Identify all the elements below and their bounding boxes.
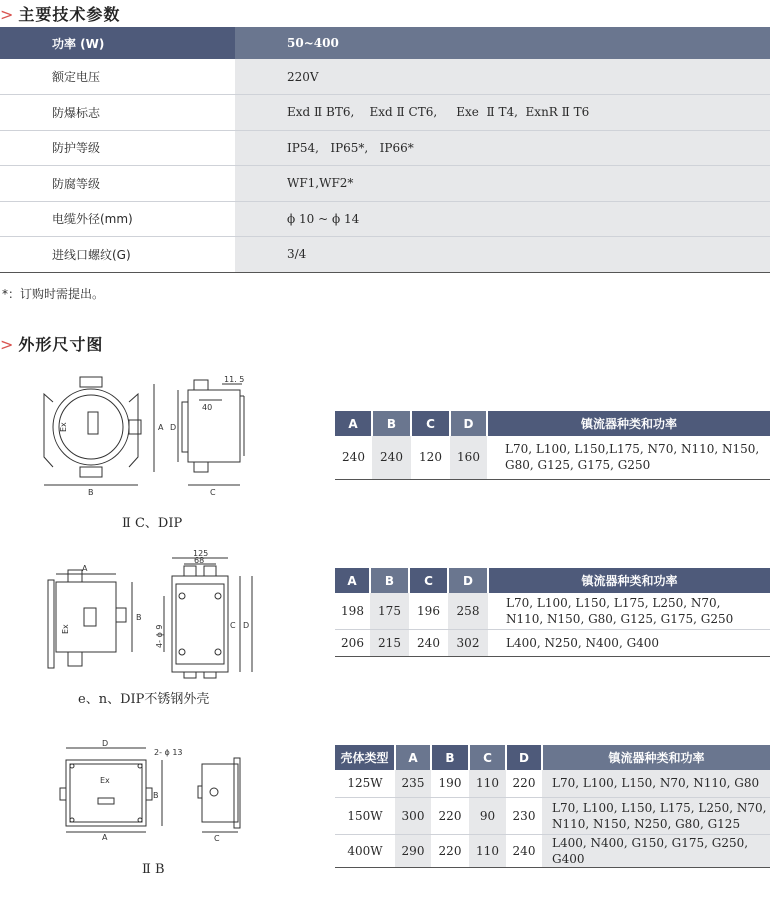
cell-d: 230 (506, 797, 542, 834)
cell-b: 220 (431, 797, 469, 834)
col-header-ballast: 镇流器种类和功率 (488, 568, 770, 593)
table-header-row (335, 411, 770, 436)
ballast-line: L70, L100, L150,L175, N70, N110, N150, (505, 442, 760, 457)
col-header-a: A (395, 745, 431, 770)
col-header-d: D (450, 411, 487, 436)
drawing-1 (36, 372, 246, 502)
table-row (335, 629, 770, 656)
dimension-table-3 (335, 745, 770, 868)
cell-ballast (542, 770, 770, 797)
cell-c: 90 (469, 797, 506, 834)
drawing-3-caption: Ⅱ B (142, 862, 165, 877)
spec-value: ϕ 10 ~ ϕ 14 (235, 201, 770, 237)
cell-b: 175 (370, 593, 409, 629)
spec-label: 进线口螺纹(G) (0, 237, 235, 273)
dim-label-a: A (82, 564, 88, 573)
col-header-a: A (335, 568, 370, 593)
cell-b: 220 (431, 834, 469, 867)
spec-header-row (0, 27, 770, 59)
cell-d: 160 (450, 436, 487, 479)
col-header-type: 壳体类型 (335, 745, 395, 770)
table-row (335, 436, 770, 479)
col-header-d: D (448, 568, 488, 593)
cell-ballast (488, 629, 770, 656)
dim-label-68: 68 (194, 556, 205, 565)
spec-value: 3/4 (235, 237, 770, 273)
drawing-2-caption: e、n、DIP不锈钢外壳 (78, 692, 210, 707)
spec-header-label: 功率 (W) (0, 27, 235, 59)
ballast-line: G80, G125, G175, G250 (505, 458, 651, 473)
spec-label: 电缆外径(mm) (0, 201, 235, 237)
cell-type: 400W (335, 834, 395, 867)
spec-row (0, 201, 770, 237)
dimension-table-2 (335, 568, 770, 657)
order-note: *：订购时需提出。 (2, 287, 105, 301)
spec-label: 防腐等级 (0, 166, 235, 202)
cell-d: 302 (448, 629, 488, 656)
cell-a: 198 (335, 593, 370, 629)
spec-value: 220V (235, 59, 770, 95)
section-arrow-icon: > (0, 5, 15, 24)
spec-label: 额定电压 (0, 59, 235, 95)
dim-label-d: D (170, 423, 177, 432)
cell-type: 150W (335, 797, 395, 834)
ballast-line: N110, N150, N250, G80, G125 (552, 816, 741, 831)
ballast-line: L70, L100, L150, L175, L250, N70, (506, 595, 721, 610)
ballast-line: L70, L100, L150, L175, L250, N70, (552, 800, 767, 815)
cell-c: 110 (469, 834, 506, 867)
col-header-c: C (469, 745, 506, 770)
dim-label-c: C (230, 621, 236, 630)
dim-label-b: B (88, 488, 94, 497)
col-header-b: B (431, 745, 469, 770)
table-header-row (335, 745, 770, 770)
col-header-ballast: 镇流器种类和功率 (487, 411, 770, 436)
section-arrow-icon: > (0, 335, 15, 354)
cell-a: 206 (335, 629, 370, 656)
cell-b: 190 (431, 770, 469, 797)
ballast-line: L400, N250, N400, G400 (506, 635, 660, 650)
dim-label-b: B (136, 613, 142, 622)
spec-value: IP54, IP65*, IP66* (235, 130, 770, 166)
cell-c: 240 (409, 629, 448, 656)
drawing-1-caption: Ⅱ C、DIP (122, 516, 183, 531)
col-header-c: C (409, 568, 448, 593)
dim-label-d: D (243, 621, 250, 630)
spec-row (0, 95, 770, 131)
dim-label-a: A (158, 423, 164, 432)
cell-b: 215 (370, 629, 409, 656)
col-header-b: B (372, 411, 411, 436)
ballast-line: N110, N150, G80, G125, G175, G250 (506, 611, 734, 626)
dim-label-holes: 2- ϕ 13 (154, 748, 183, 757)
cell-a: 290 (395, 834, 431, 867)
cell-d: 220 (506, 770, 542, 797)
section-title-specs: > 主要技术参数 (0, 5, 121, 24)
dim-label-40: 40 (202, 403, 213, 412)
dim-label-b: B (153, 791, 159, 800)
cell-a: 240 (335, 436, 372, 479)
dim-label-holes: 4- ϕ 9 (155, 624, 164, 648)
section-title-dimensions: > 外形尺寸图 (0, 335, 104, 354)
cell-c: 110 (469, 770, 506, 797)
col-header-ballast: 镇流器种类和功率 (542, 745, 770, 770)
spec-label: 防护等级 (0, 130, 235, 166)
table-row (335, 593, 770, 629)
cell-type: 125W (335, 770, 395, 797)
col-header-c: C (411, 411, 450, 436)
col-header-a: A (335, 411, 372, 436)
dim-label-c: C (210, 488, 216, 497)
drawing-label-ex: Ex (61, 624, 70, 634)
col-header-b: B (370, 568, 409, 593)
cell-ballast (487, 436, 770, 479)
col-header-d: D (506, 745, 542, 770)
cell-a: 235 (395, 770, 431, 797)
dim-label-c: C (214, 834, 220, 843)
drawing-3 (58, 740, 248, 845)
dimension-table-1 (335, 411, 770, 480)
cell-ballast (542, 797, 770, 834)
cell-b: 240 (372, 436, 411, 479)
ballast-line: L70, L100, L150, N70, N110, G80 (552, 776, 760, 791)
dim-label-a: A (102, 833, 108, 842)
cell-d: 258 (448, 593, 488, 629)
dim-label-125: 125 (193, 549, 209, 558)
spec-label: 防爆标志 (0, 95, 235, 131)
table-row (335, 770, 770, 797)
spec-value: Exd Ⅱ BT6, Exd Ⅱ CT6, Exe Ⅱ T4, ExnR Ⅱ T6 (235, 95, 770, 131)
spec-header-value: 50~400 (235, 27, 770, 59)
drawing-label-ex: Ex (59, 422, 68, 432)
cell-a: 300 (395, 797, 431, 834)
dim-label-d: D (102, 739, 109, 748)
spec-row (0, 166, 770, 202)
dim-label-11-5: 11. 5 (224, 375, 245, 384)
table-row (335, 834, 770, 867)
spec-row (0, 59, 770, 95)
table-row (335, 797, 770, 834)
table-header-row (335, 568, 770, 593)
drawing-label-ex: Ex (100, 776, 110, 785)
spec-row (0, 130, 770, 166)
cell-ballast (542, 834, 770, 867)
spec-table (0, 27, 770, 273)
cell-ballast (488, 593, 770, 629)
ballast-line: L400, N400, G150, G175, G250, G400 (552, 835, 749, 866)
cell-c: 196 (409, 593, 448, 629)
drawing-2 (44, 549, 254, 677)
cell-c: 120 (411, 436, 450, 479)
spec-value: WF1,WF2* (235, 166, 770, 202)
spec-row (0, 237, 770, 273)
cell-d: 240 (506, 834, 542, 867)
